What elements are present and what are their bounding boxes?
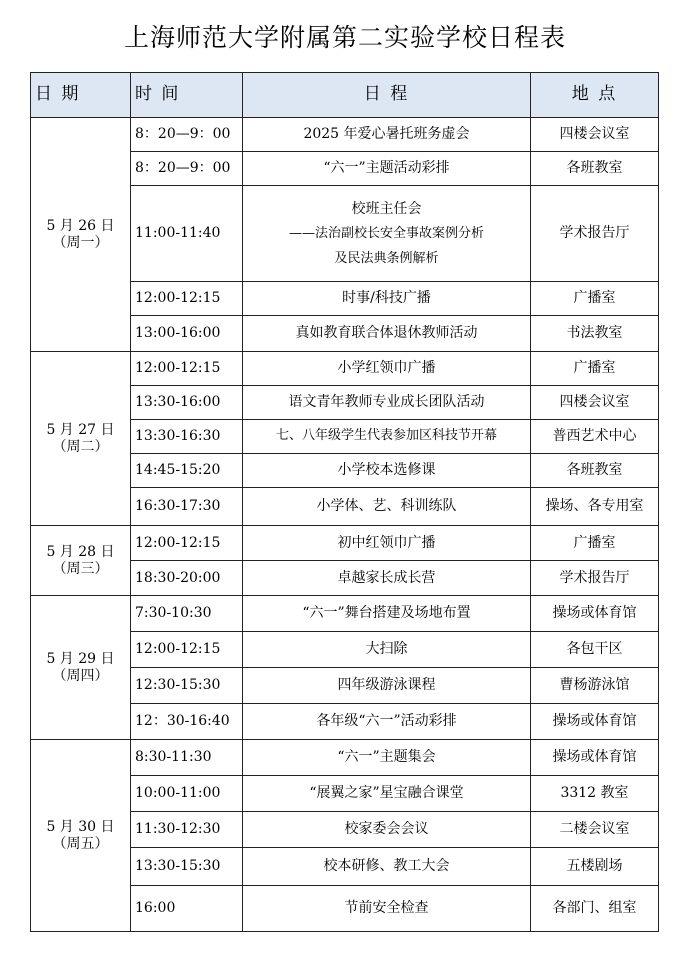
event-text: 校本研修、教工大会 [323, 858, 450, 875]
date-label: 5 月 26 日 [46, 218, 115, 235]
event-cell [243, 454, 531, 488]
place-cell: 学术报告厅 [531, 186, 659, 282]
place-cell: 曹杨游泳馆 [531, 668, 659, 704]
place-cell: 学术报告厅 [531, 561, 659, 596]
table-row [31, 526, 659, 561]
time-cell: 12:00-12:15 [131, 632, 243, 668]
event-cell [243, 282, 531, 316]
place-cell: 普西艺术中心 [531, 420, 659, 454]
place-cell: 各班教室 [531, 454, 659, 488]
schedule-table [30, 72, 659, 932]
event-text: 2025 年爱心暑托班务虚会 [303, 126, 470, 143]
event-text: 初中红领巾广播 [337, 534, 436, 551]
event-cell [243, 740, 531, 776]
time-cell: 18:30-20:00 [131, 561, 243, 596]
event-text: 卓越家长成长营 [337, 569, 436, 586]
event-cell [243, 352, 531, 386]
event-text: 各年级“六一”活动彩排 [316, 713, 457, 730]
time-cell: 12:00-12:15 [131, 526, 243, 561]
weekday-label: （周二） [52, 438, 109, 455]
time-cell: 8:30-11:30 [131, 740, 243, 776]
place-cell: 操场或体育馆 [531, 740, 659, 776]
event-text: 四年级游泳课程 [337, 677, 436, 694]
event-text: “六一”主题活动彩排 [323, 160, 450, 177]
event-cell [243, 118, 531, 152]
date-cell [31, 596, 131, 740]
weekday-label: （周三） [52, 560, 109, 577]
event-text: 七、八年级学生代表参加区科技节开幕 [275, 428, 497, 444]
place-cell: 五楼剧场 [531, 848, 659, 886]
time-cell: 11:30-12:30 [131, 812, 243, 848]
event-text: 校家委会会议 [344, 821, 429, 838]
table-row [31, 740, 659, 776]
date-cell [31, 740, 131, 932]
event-cell [243, 632, 531, 668]
time-cell: 13:30-15:30 [131, 848, 243, 886]
date-cell [31, 352, 131, 526]
event-text: 小学校本选修课 [337, 462, 436, 479]
time-cell: 14:45-15:20 [131, 454, 243, 488]
place-cell: 操场或体育馆 [531, 704, 659, 740]
place-cell: 书法教室 [531, 316, 659, 352]
date-cell [31, 526, 131, 596]
place-cell: 3312 教室 [531, 776, 659, 812]
event-text: 语文青年教师专业成长团队活动 [288, 394, 485, 411]
event-text: “六一”舞台搭建及场地布置 [302, 605, 471, 622]
place-cell: 操场、各专用室 [531, 488, 659, 526]
place-cell: 操场或体育馆 [531, 596, 659, 632]
event-text: “六一”主题集会 [337, 749, 436, 766]
page-title: 上海师范大学附属第二实验学校日程表 [123, 23, 566, 52]
event-cell [243, 386, 531, 420]
event-text: 小学红领巾广播 [337, 360, 436, 377]
event-subtext: ——法治副校长安全事故案例分析 [288, 225, 484, 241]
header-place: 地 点 [531, 73, 659, 118]
event-text: 校班主任会 [351, 200, 422, 217]
event-cell [243, 596, 531, 632]
time-cell: 13:30-16:00 [131, 386, 243, 420]
time-cell: 12:30-15:30 [131, 668, 243, 704]
event-text: “展翼之家”星宝融合课堂 [309, 785, 464, 802]
time-cell: 13:00-16:00 [131, 316, 243, 352]
header-event: 日 程 [243, 73, 531, 118]
event-text: 时事/科技广播 [342, 290, 431, 307]
event-cell [243, 152, 531, 186]
event-cell [243, 848, 531, 886]
time-cell: 11:00-11:40 [131, 186, 243, 282]
event-cell [243, 526, 531, 561]
time-cell: 8：20—9：00 [131, 152, 243, 186]
table-row [31, 352, 659, 386]
date-label: 5 月 28 日 [46, 544, 115, 561]
event-subtext: 及民法典条例解析 [334, 250, 439, 266]
time-cell: 7:30-10:30 [131, 596, 243, 632]
date-label: 5 月 27 日 [46, 422, 115, 439]
place-cell: 二楼会议室 [531, 812, 659, 848]
event-cell [243, 812, 531, 848]
event-cell [243, 488, 531, 526]
header-date: 日 期 [31, 73, 131, 118]
event-text: 大扫除 [365, 641, 408, 658]
event-cell [243, 886, 531, 932]
place-cell: 广播室 [531, 526, 659, 561]
event-cell [243, 704, 531, 740]
place-cell: 四楼会议室 [531, 118, 659, 152]
time-cell: 12：30-16:40 [131, 704, 243, 740]
weekday-label: （周四） [52, 667, 109, 684]
table-header-row [31, 73, 659, 118]
time-cell: 12:00-12:15 [131, 282, 243, 316]
place-cell: 广播室 [531, 282, 659, 316]
time-cell: 13:30-16:30 [131, 420, 243, 454]
weekday-label: （周一） [52, 234, 109, 251]
time-cell: 16:30-17:30 [131, 488, 243, 526]
event-cell [243, 668, 531, 704]
time-cell: 8：20—9：00 [131, 118, 243, 152]
time-cell: 16:00 [131, 886, 243, 932]
place-cell: 各包干区 [531, 632, 659, 668]
place-cell: 四楼会议室 [531, 386, 659, 420]
time-cell: 12:00-12:15 [131, 352, 243, 386]
table-row [31, 118, 659, 152]
event-cell [243, 561, 531, 596]
event-text: 小学体、艺、科训练队 [316, 498, 457, 515]
event-text: 节前安全检查 [344, 900, 429, 917]
event-cell [243, 186, 531, 282]
weekday-label: （周五） [52, 835, 109, 852]
place-cell: 各班教室 [531, 152, 659, 186]
place-cell: 各部门、组室 [531, 886, 659, 932]
event-cell [243, 776, 531, 812]
place-cell: 广播室 [531, 352, 659, 386]
event-cell [243, 316, 531, 352]
header-time: 时 间 [131, 73, 243, 118]
time-cell: 10:00-11:00 [131, 776, 243, 812]
event-text: 真如教育联合体退休教师活动 [295, 325, 478, 342]
date-label: 5 月 30 日 [46, 819, 115, 836]
table-row [31, 596, 659, 632]
date-label: 5 月 29 日 [46, 651, 115, 668]
date-cell [31, 118, 131, 352]
event-cell [243, 420, 531, 454]
